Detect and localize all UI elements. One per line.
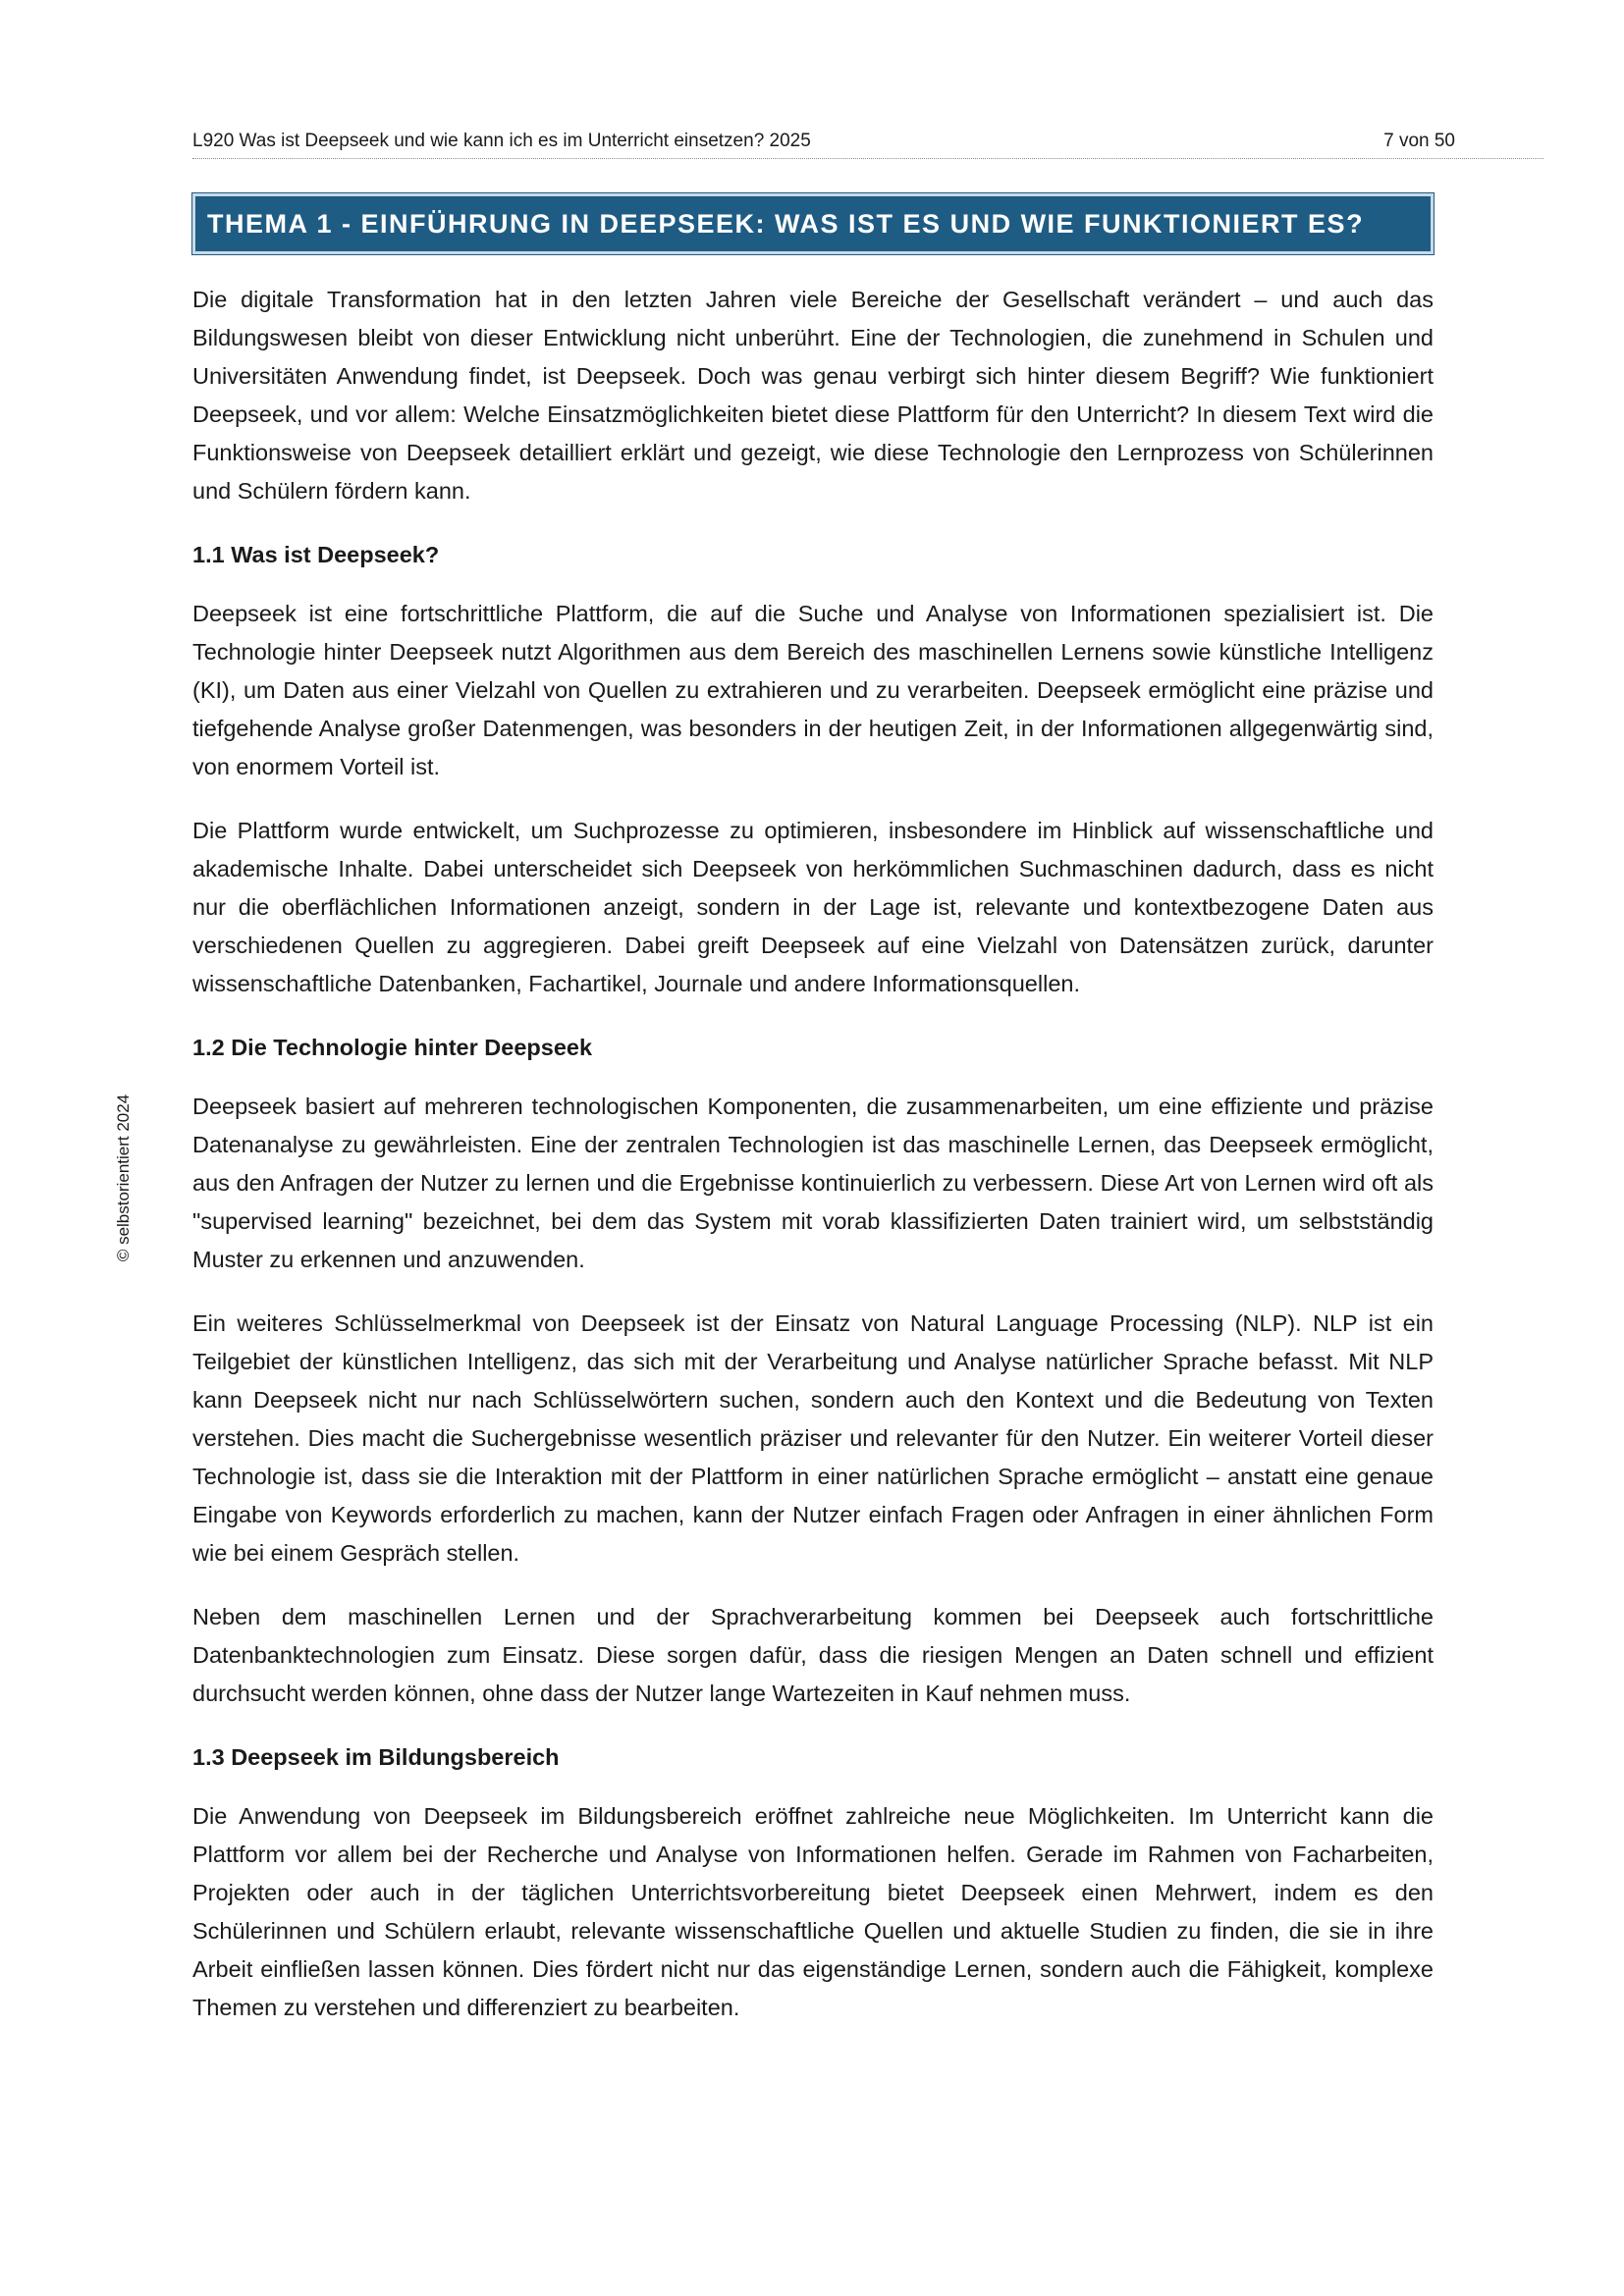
section-heading-1-1: 1.1 Was ist Deepseek? bbox=[192, 542, 440, 567]
section-heading-1-2: 1.2 Die Technologie hinter Deepseek bbox=[192, 1035, 593, 1060]
section-1-2-paragraph: Deepseek basiert auf mehreren technologischen Komponenten, die zusammenarbeiten, um eine effiziente und präzise Datenanalyse zu gewährleisten. Eine der zentralen Technologien ist das maschinelle Lernen, das Deepseek ermöglicht, aus den Anfragen der Nutzer zu lernen und die Ergebnisse kontinuierlich zu verbessern. Diese Art von Lernen wird oft als "supervised learning" bezeichnet, bei dem das System mit vorab klassifizierten Daten trainiert wird, um selbstständig Muster zu erkennen und anzuwenden. bbox=[192, 1094, 1434, 1272]
section-1-3-paragraph: Die Anwendung von Deepseek im Bildungsbereich eröffnet zahlreiche neue Möglichkeiten. Im Unterricht kann die Plattform vor allem bei der Recherche und Analyse von Informationen helfen. Gerade im Rahmen von Facharbeiten, Projekten oder auch in der täglichen Unterrichtsvorbereitung bietet Deepseek einen Mehrwert, indem es den Schülerinnen und Schülern erlaubt, relevante wissenschaftliche Quellen und aktuelle Studien zu finden, die sie in ihre Arbeit einfließen lassen können. Dies fördert nicht nur das eigenständige Lernen, sondern auch die Fähigkeit, komplexe Themen zu verstehen und differenziert zu bearbeiten. bbox=[192, 1803, 1434, 2020]
page-number: 7 von 50 bbox=[1383, 131, 1455, 151]
intro-paragraph: Die digitale Transformation hat in den letzten Jahren viele Bereiche der Gesellschaft verändert – und auch das Bildungswesen bleibt von dieser Entwicklung nicht unberührt. Eine der Technologien, die zunehmend in Schulen und Universitäten Anwendung findet, ist Deepseek. Doch was genau verbirgt sich hinter diesem Begriff? Wie funktioniert Deepseek, und vor allem: Welche Einsatzmöglichkeiten bietet diese Plattform für den Unterricht? In diesem Text wird die Funktionsweise von Deepseek detailliert erklärt und gezeigt, wie diese Technologie den Lernprozess von Schülerinnen und Schülern fördern kann. bbox=[192, 287, 1434, 504]
section-1-2-paragraph: Ein weiteres Schlüsselmerkmal von Deepseek ist der Einsatz von Natural Language Processing (NLP). NLP ist ein Teilgebiet der künstlichen Intelligenz, das sich mit der Verarbeitung und Analyse natürlicher Sprache befasst. Mit NLP kann Deepseek nicht nur nach Schlüsselwörtern suchen, sondern auch den Kontext und die Bedeutung von Texten verstehen. Dies macht die Suchergebnisse wesentlich präziser und relevanter für den Nutzer. Ein weiterer Vorteil dieser Technologie ist, dass sie die Interaktion mit der Plattform in einer natürlichen Sprache ermöglicht – anstatt eine genaue Eingabe von Keywords erforderlich zu machen, kann der Nutzer einfach Fragen oder Anfragen in einer ähnlichen Form wie bei einem Gespräch stellen. bbox=[192, 1310, 1434, 1566]
section-1-2-paragraph: Neben dem maschinellen Lernen und der Sprachverarbeitung kommen bei Deepseek auch fortschrittliche Datenbanktechnologien zum Einsatz. Diese sorgen dafür, dass die riesigen Mengen an Daten schnell und effizient durchsucht werden können, ohne dass der Nutzer lange Wartezeiten in Kauf nehmen muss. bbox=[192, 1604, 1434, 1706]
section-1-1-paragraph: Die Plattform wurde entwickelt, um Suchprozesse zu optimieren, insbesondere im Hinblick auf wissenschaftliche und akademische Inhalte. Dabei unterscheidet sich Deepseek von herkömmlichen Suchmaschinen dadurch, dass es nicht nur die oberflächlichen Informationen anzeigt, sondern in der Lage ist, relevante und kontextbezogene Daten aus verschiedenen Quellen zu aggregieren. Dabei greift Deepseek auf eine Vielzahl von Datensätzen zurück, darunter wissenschaftliche Datenbanken, Fachartikel, Journale und andere Informationsquellen. bbox=[192, 818, 1434, 996]
section-1-1-paragraph: Deepseek ist eine fortschrittliche Plattform, die auf die Suche und Analyse von Informationen spezialisiert ist. Die Technologie hinter Deepseek nutzt Algorithmen aus dem Bereich des maschinellen Lernens sowie künstliche Intelligenz (KI), um Daten aus einer Vielzahl von Quellen zu extrahieren und zu verarbeiten. Deepseek ermöglicht eine präzise und tiefgehende Analyse großer Datenmengen, was besonders in der heutigen Zeit, in der Informationen allgegenwärtig sind, von enormem Vorteil ist. bbox=[192, 601, 1434, 779]
page-header bbox=[192, 127, 1543, 159]
copyright-notice: © selbstorientiert 2024 bbox=[114, 1094, 133, 1262]
page-content bbox=[192, 193, 1434, 2053]
section-heading-1-3: 1.3 Deepseek im Bildungsbereich bbox=[192, 1744, 560, 1770]
document-title: L920 Was ist Deepseek und wie kann ich es im Unterricht einsetzen? 2025 bbox=[192, 131, 811, 151]
theme-title-banner: THEMA 1 - EINFÜHRUNG IN DEEPSEEK: WAS IST ES UND WIE FUNKTIONIERT ES? bbox=[192, 193, 1434, 254]
